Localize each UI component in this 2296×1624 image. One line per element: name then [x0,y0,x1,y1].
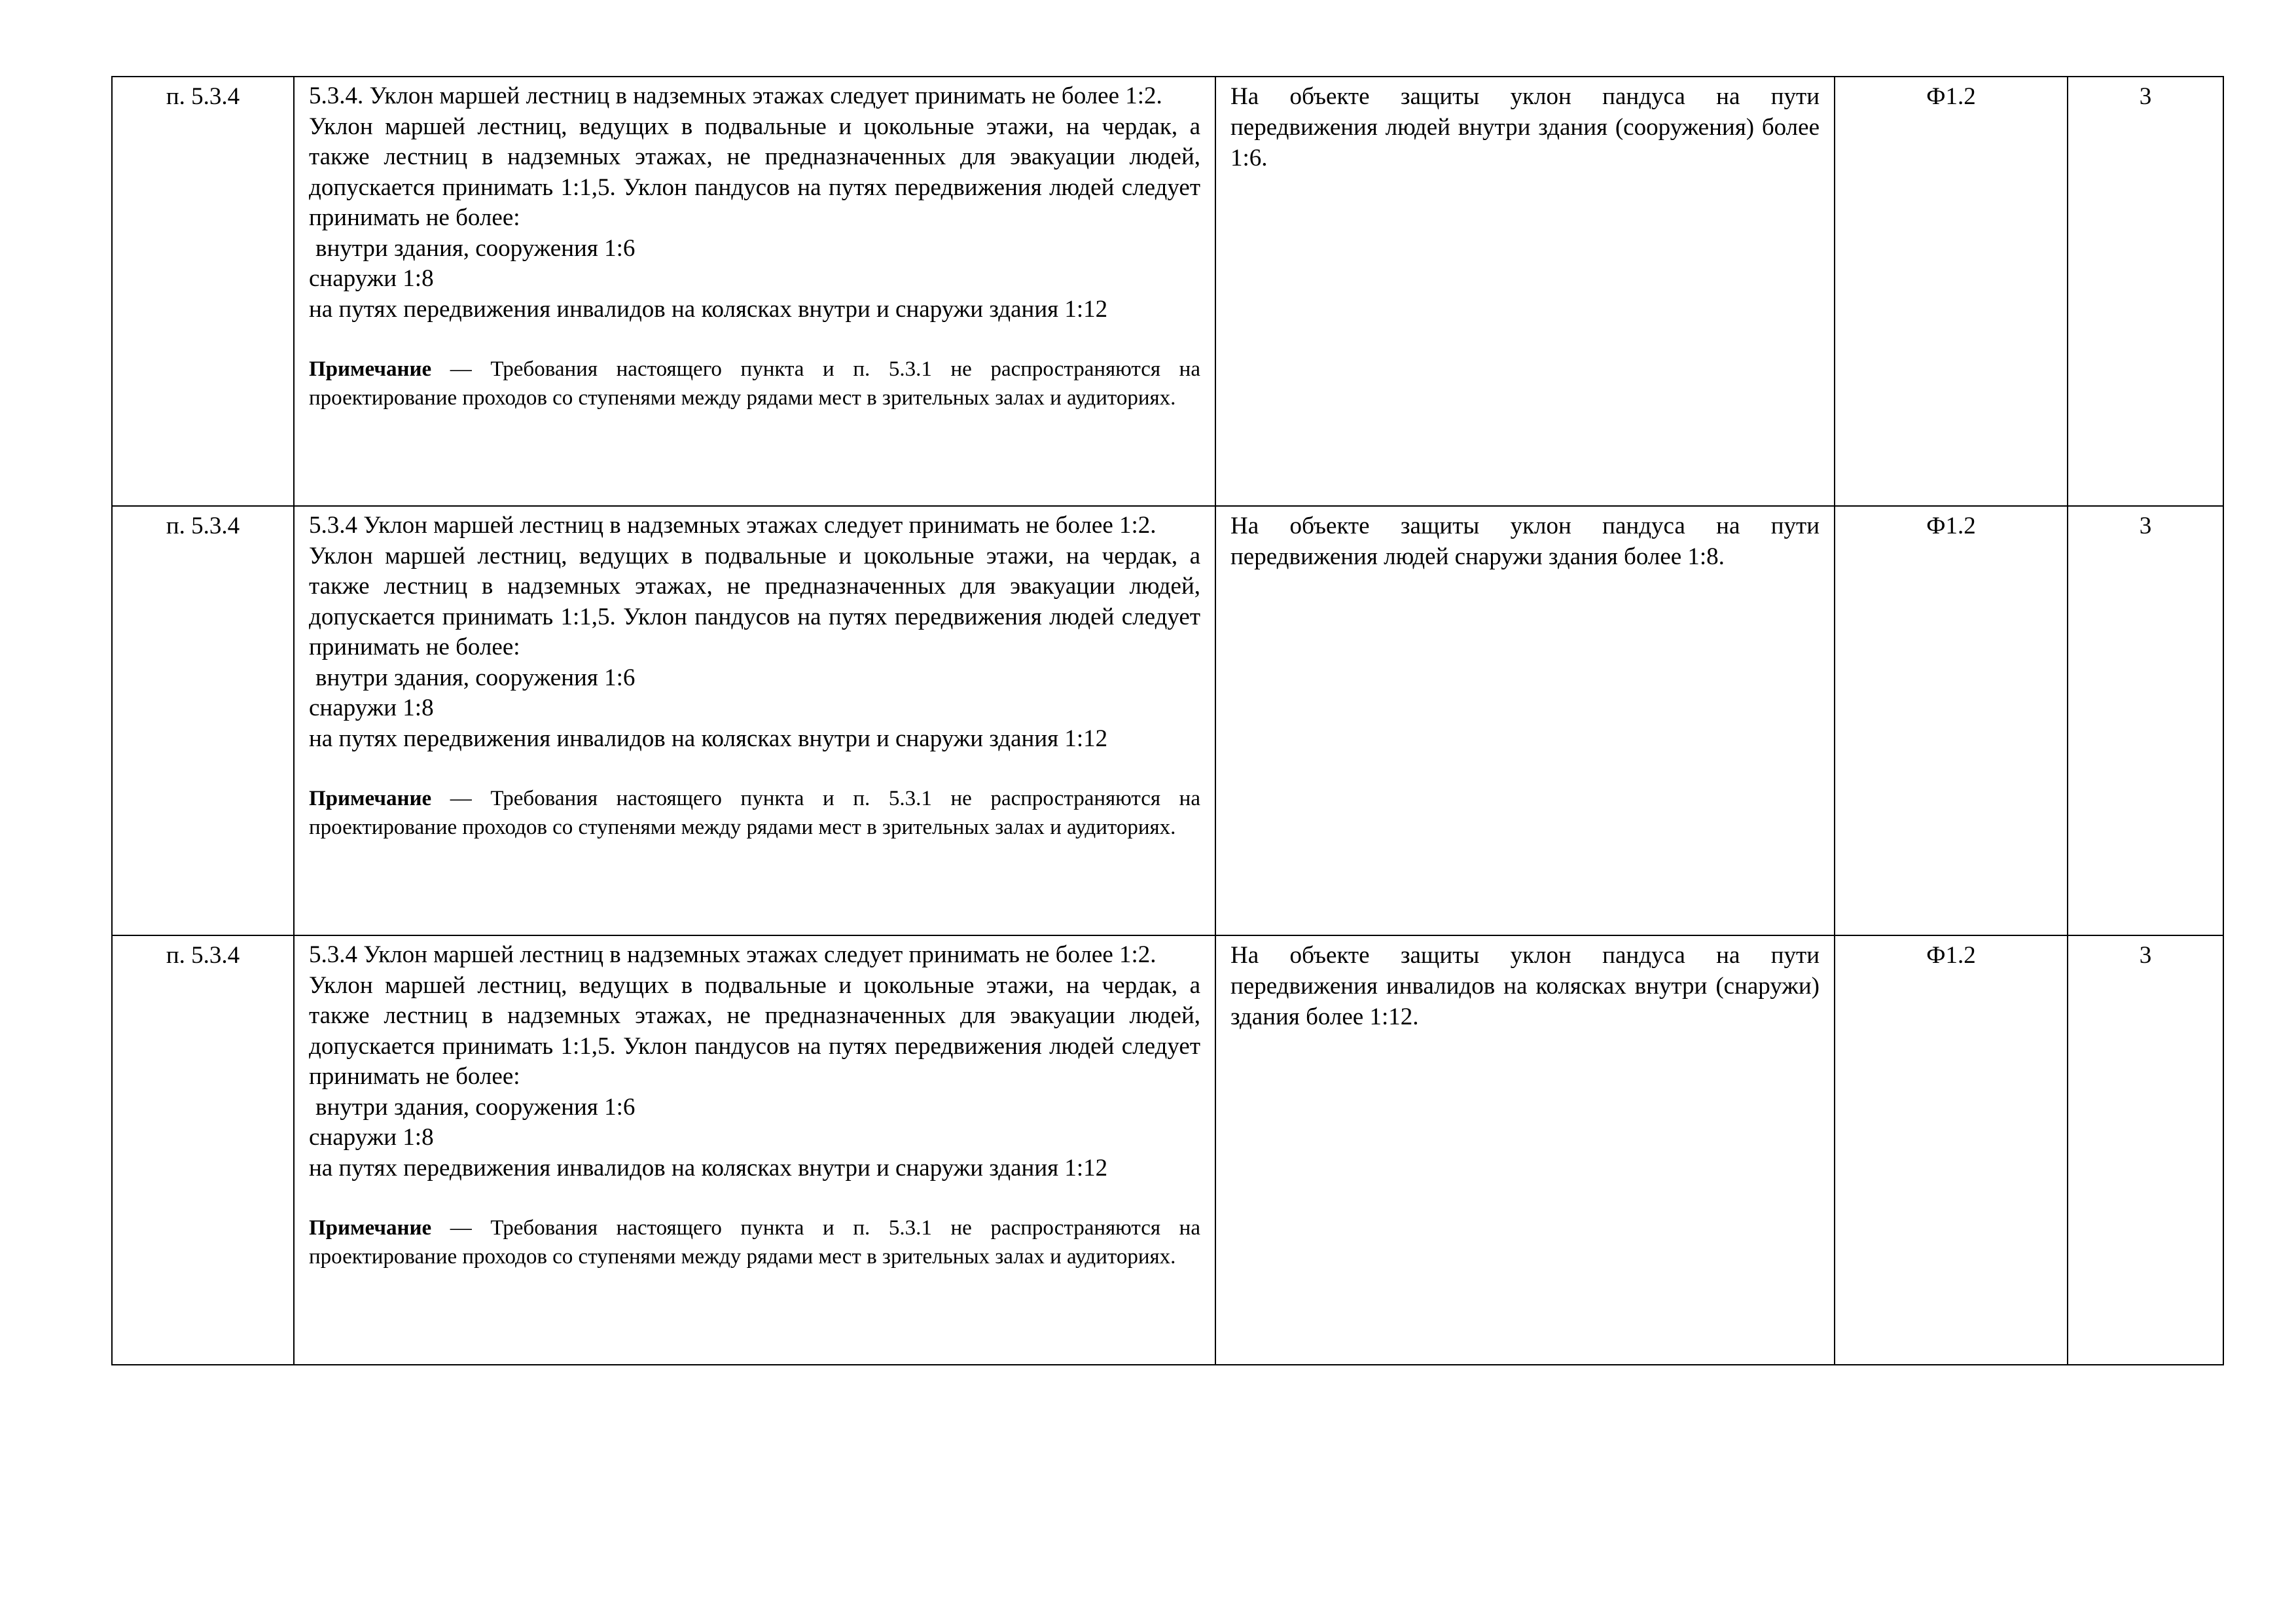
violation-text: На объекте защиты уклон пандуса на пути передвижения людей снаружи здания более 1:8. [1230,513,1820,570]
requirement-heading: 5.3.4 Уклон маршей лестниц в надземных этажах следует принимать не более 1:2. [309,941,1157,968]
count-value: 3 [2139,513,2152,539]
requirement-cell [294,935,1215,1365]
count-value: 3 [2139,942,2152,969]
requirement-body: Уклон маршей лестниц, ведущих в подвальные и цокольные этажи, на чердак, а также лестниц в надземных этажах, не предназначенных для эвакуации людей, допускается принимать 1:1,5. Уклон пандусов на путях передвижения людей следует принимать не более: [309,113,1200,231]
requirement-slope-outside: снаружи 1:8 [309,1124,434,1151]
count-value: 3 [2139,83,2152,110]
note-label: Примечание [309,787,432,810]
norm-reference-cell [112,506,294,935]
class-cell [1835,77,2068,506]
norm-reference-cell [112,77,294,506]
requirement-body: Уклон маршей лестниц, ведущих в подвальные и цокольные этажи, на чердак, а также лестниц в надземных этажах, не предназначенных для эвакуации людей, допускается принимать 1:1,5. Уклон пандусов на путях передвижения людей следует принимать не более: [309,542,1200,660]
requirement-slope-wheelchair: на путях передвижения инвалидов на колясках внутри и снаружи здания 1:12 [309,1154,1108,1182]
norm-reference: п. 5.3.4 [166,942,240,969]
violation-text: На объекте защиты уклон пандуса на пути передвижения людей внутри здания (сооружения) более 1:6. [1230,83,1820,171]
count-cell [2068,77,2223,506]
functional-class: Ф1.2 [1926,83,1976,110]
table-row [112,77,2223,506]
requirement-slope-outside: снаружи 1:8 [309,265,434,292]
violation-cell [1215,935,1835,1365]
requirement-slope-wheelchair: на путях передвижения инвалидов на колясках внутри и снаружи здания 1:12 [309,725,1108,752]
requirements-table [111,76,2224,1365]
requirement-slope-outside: снаружи 1:8 [309,695,434,721]
count-cell [2068,935,2223,1365]
note-text: — Требования настоящего пункта и п. 5.3.1 не распространяются на проектирование проходов со ступенями между рядами мест в зрительных залах и аудиториях. [309,1216,1200,1269]
requirement-slope-inside: внутри здания, сооружения 1:6 [315,1093,636,1121]
class-cell [1835,506,2068,935]
violation-text: На объекте защиты уклон пандуса на пути передвижения инвалидов на колясках внутри (снаружи) здания более 1:12. [1230,942,1820,1030]
violation-cell [1215,77,1835,506]
note-label: Примечание [309,357,432,381]
requirement-slope-wheelchair: на путях передвижения инвалидов на колясках внутри и снаружи здания 1:12 [309,295,1108,323]
requirement-slope-inside: внутри здания, сооружения 1:6 [315,234,636,262]
norm-reference-cell [112,935,294,1365]
requirement-note [309,355,1200,412]
requirement-cell [294,77,1215,506]
note-text: — Требования настоящего пункта и п. 5.3.1 не распространяются на проектирование проходов со ступенями между рядами мест в зрительных залах и аудиториях. [309,787,1200,839]
requirement-cell [294,506,1215,935]
requirement-body: Уклон маршей лестниц, ведущих в подвальные и цокольные этажи, на чердак, а также лестниц в надземных этажах, не предназначенных для эвакуации людей, допускается принимать 1:1,5. Уклон пандусов на путях передвижения людей следует принимать не более: [309,971,1200,1090]
table-row [112,935,2223,1365]
table-row [112,506,2223,935]
note-label: Примечание [309,1216,432,1240]
note-text: — Требования настоящего пункта и п. 5.3.1 не распространяются на проектирование проходов со ступенями между рядами мест в зрительных залах и аудиториях. [309,357,1200,410]
norm-reference: п. 5.3.4 [166,513,240,539]
requirement-heading: 5.3.4. Уклон маршей лестниц в надземных этажах следует принимать не более 1:2. [309,82,1162,109]
requirement-note [309,784,1200,842]
class-cell [1835,935,2068,1365]
count-cell [2068,506,2223,935]
norm-reference: п. 5.3.4 [166,83,240,110]
requirement-note [309,1214,1200,1271]
functional-class: Ф1.2 [1926,942,1976,969]
requirement-heading: 5.3.4 Уклон маршей лестниц в надземных этажах следует принимать не более 1:2. [309,512,1157,539]
violation-cell [1215,506,1835,935]
requirement-slope-inside: внутри здания, сооружения 1:6 [315,664,636,691]
functional-class: Ф1.2 [1926,513,1976,539]
